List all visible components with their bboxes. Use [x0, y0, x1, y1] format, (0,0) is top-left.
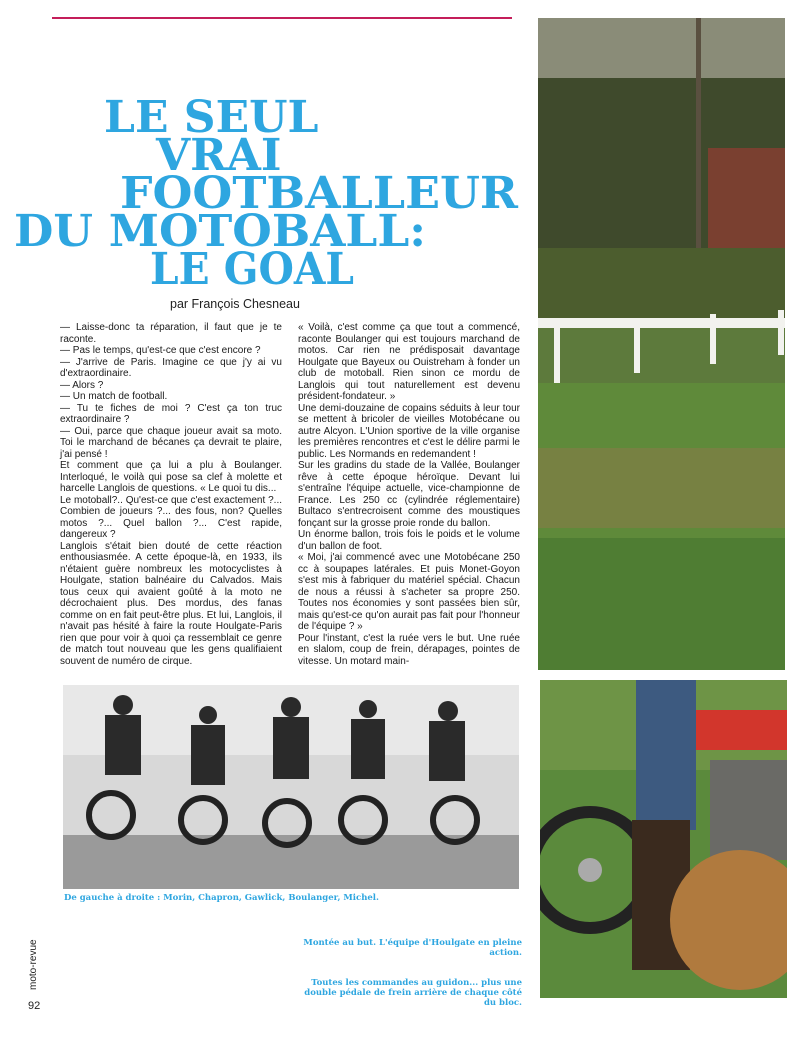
headline-line-3: FOOTBALLEUR [120, 168, 519, 219]
motorcycle-image [540, 680, 787, 998]
paragraph: — Laisse-donc ta réparation, il faut que je te raconte. [60, 322, 282, 345]
caption-team: De gauche à droite : Morin, Chapron, Gawlick, Boulanger, Michel. [64, 893, 379, 903]
paragraph: Une demi-douzaine de copains séduits à leur tour se mettent à bricoler de vieilles Motobécane ou autre Alcyon. L'Union sportive de la ville organise les premières rencontres et c'est le délire parmi le public. Les Normands en redemandent ! [298, 402, 520, 460]
headline-line-4: DU MOTOBALL: [14, 206, 426, 257]
byline: par François Chesneau [170, 297, 300, 311]
team-image [63, 685, 519, 889]
page-number: 92 [28, 1000, 41, 1012]
paragraph: Et comment que ça lui a plu à Boulanger. Interloqué, le voilà qui pose sa clef à molette et harcelle Langlois de questions. « Le quoi tu dis... [60, 460, 282, 494]
field-image [538, 18, 785, 670]
headline-line-2: VRAI [156, 130, 282, 181]
article-column-left [60, 322, 282, 667]
caption-action: Montée au but. L'équipe d'Houlgate en pleine action. [303, 938, 522, 958]
paragraph: — Alors ? [60, 379, 104, 391]
paragraph: « Moi, j'ai commencé avec une Motobécane 250 cc à soupapes latérales. Et puis Monet-Goyon s'est mis à fabriquer du matériel spécial. Chacun de nous a réussi à s'acheter sa propre 250. Toutes nos économies y sont passées bien sûr, mais qu'est-ce qu'on aurait pas fait pour l'honneur de l'équipe ? » [298, 552, 520, 632]
paragraph: — Pas le temps, qu'est-ce que c'est encore ? [60, 345, 261, 356]
photo-field [538, 18, 785, 670]
paragraph: Langlois s'était bien douté de cette réaction enthousiasmée. A cette époque-là, en 1933, ils n'étaient guère nombreux les motocyclistes à Houlgate, station balnéaire du Calvados. Mais tous ceux qui avaient goûté à la moto ne décrochaient plus. Des mordus, des fanas comme on en fait peut-être plus. Et lui, Langlois, il n'avait pas hésité à faire la route Houlgate-Paris rien que pour voir à quoi ça ressemblait ce genre de match tout nouveau que les gens qualifiaient souvent de numéro de cirque. [60, 540, 282, 667]
top-rule [52, 17, 512, 19]
article-column-right [298, 322, 520, 667]
headline-line-5: LE GOAL [150, 244, 354, 290]
paragraph: « Voilà, c'est comme ça que tout a commencé, raconte Boulanger qui est toujours marchand de motos. Car rien ne prédisposait davantage Houlgate que Bayeux ou Ouistreham à fonder un club de motoball. Rien sinon ce mordu de Langlois qui tout naturellement est devenu président-fondateur. » [298, 322, 520, 402]
paragraph: Le motoball?.. Qu'est-ce que c'est exactement ?... Combien de joueurs ?... des fous, non? Quelles motos ?... Quel ballon ?... C'est rapide, dangereux ? [60, 494, 282, 540]
headline [8, 90, 528, 290]
paragraph: Pour l'instant, c'est la ruée vers le but. Une ruée en slalom, coup de frein, dérapages, pointes de vitesse. Un motard main- [298, 632, 520, 667]
photo-motorcycle [540, 680, 787, 998]
paragraph: — Un match de football. [60, 391, 168, 402]
paragraph: — J'arrive de Paris. Imagine ce que j'y ai vu d'extraordinaire. [60, 356, 282, 379]
photo-team [63, 685, 519, 889]
paragraph: — Tu te fiches de moi ? C'est ça ton truc extraordinaire ? [60, 402, 282, 425]
magazine-name: moto-revue [28, 939, 39, 990]
headline-line-1: LE SEUL [104, 92, 319, 143]
paragraph: Sur les gradins du stade de la Vallée, Boulanger rêve à cette époque héroïque. Devant lui s'entraîne l'équipe actuelle, vice-championne de France. Les 250 cc (cylindrée réglementaire) Bultaco s'entrecroisent comme des moustiques fonçant sur la grosse proie ronde du ballon. [298, 460, 520, 529]
paragraph: — Oui, parce que chaque joueur avait sa moto. Toi le marchand de bécanes ça devrait te plaire, j'ai pensé ! [60, 425, 282, 460]
paragraph: Un énorme ballon, trois fois le poids et le volume d'un ballon de foot. [298, 529, 520, 552]
caption-controls: Toutes les commandes au guidon... plus une double pédale de frein arrière de chaque côté du bloc. [304, 978, 522, 1008]
headline-graphic [8, 90, 528, 290]
